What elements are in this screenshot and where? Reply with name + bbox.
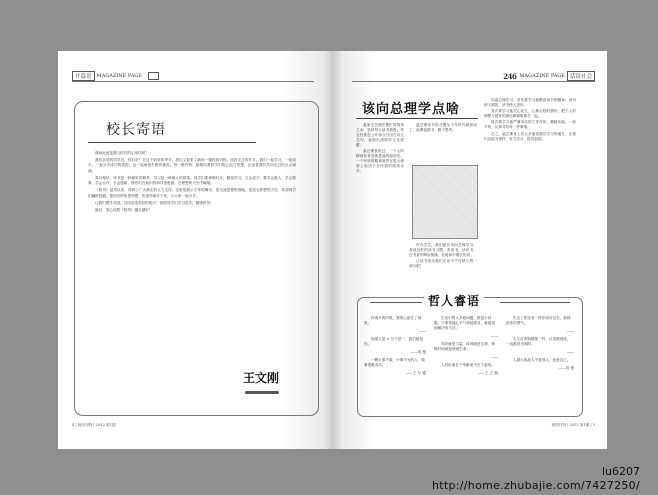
right-header-rule	[352, 81, 595, 82]
maxim-quote: 人最大的敌人不是别人，而是自己。	[513, 358, 571, 362]
maxim-quote: 知识就是力量，时间就是生命，珍惜时间就是珍惜生命。	[434, 342, 495, 351]
maxim-quote: 生活中的大多数问题，都是小问题，只要你能心平气和地面对，就能找到解决的方法。	[434, 316, 496, 330]
article-column-1	[356, 123, 404, 175]
maxim-column-3	[506, 316, 574, 374]
article-paragraph: 温家宝总理在繁忙的国务之余，坚持每天读书看报，并且经常在公开场合引用古诗文名句，表现出深厚的文化底蕴。	[356, 123, 404, 147]
maxim-column-1	[364, 316, 426, 379]
left-header-sub: MAGAZINE PAGE	[96, 73, 143, 79]
magazine-spread	[58, 51, 607, 449]
left-paragraph: 《校刊》创刊以来，得到了广大师生的大力支持。这里是展示才华的舞台，是交流思想的园地，是放飞梦想的天空。希望同学们踊跃投稿，把你们的所思所想、所见所闻写下来，与大家一起分享。	[88, 188, 296, 198]
left-footer: 4 | 校园刊物 | 2012 第1期	[72, 423, 116, 427]
header-logo: 246	[503, 71, 517, 81]
left-paragraph: 我们相信，读书是一种最好的修养，学习是一种最大的财富。同学们要珍惜时光，勤奋学习，立志成才；要学会做人，学会做事，学会合作，学会创新。愿你们在知识的海洋里遨游，在理想的天空中翱翔。	[88, 175, 296, 186]
article-paragraph: 作为学生，我们更应该向总理学习，养成良好的读书习惯，多读书，读好书，在书香中陶冶情操，在阅读中增长知识。	[409, 243, 477, 257]
left-page	[58, 51, 332, 449]
article-paragraph: 总之，温总理身上有太多值得我们学习的地方，让我们以他为榜样，努力学习，报效祖国。	[484, 131, 576, 141]
right-header-section: 话说社会	[567, 71, 595, 81]
right-header-sub: MAGAZINE PAGE	[519, 73, 565, 79]
signature: 王文刚	[243, 371, 280, 385]
maxim-title: 哲人睿语	[424, 292, 484, 309]
article-column-3	[484, 98, 576, 143]
left-paragraph: 谨表此何是我与你们的心里话吧！	[95, 151, 149, 155]
maxim-quote: 一颗大事不做，小事不为的人，做事很难成功。	[364, 358, 425, 367]
maxim-quote: 如果人是 ∞ 分子是一，我们就是你。	[364, 337, 423, 346]
article-column-2	[409, 123, 477, 269]
left-header	[72, 71, 159, 81]
maxim-author: ——王 之 涣	[477, 371, 498, 375]
left-header-rule	[72, 81, 314, 82]
maxim-rule-left	[370, 302, 422, 303]
article-paragraph: 温总理曾说过：一个人的精神发育史就是他的阅读史，一个民族的精神境界在很大程度上取决于全民族的阅读水平。	[356, 149, 404, 174]
maxim-quote: 你离开的时候，我的心留在了那里。	[364, 316, 422, 325]
maxim-author: ——王 尔 德	[405, 371, 426, 375]
right-title-rule	[356, 118, 478, 119]
letter-frame	[74, 101, 319, 416]
maxim-author: ——培 根	[410, 350, 426, 354]
maxim-author: ——	[566, 350, 574, 354]
left-article-title: 校长寄语	[106, 122, 166, 138]
maxim-author: ——	[490, 355, 498, 359]
right-page	[332, 51, 607, 449]
left-title-rule	[88, 142, 256, 143]
maxim-column-2	[434, 316, 498, 379]
header-box-icon	[148, 72, 159, 80]
maxim-quote: 失去了你还有一样东西可以在，那就是你的勇气。	[506, 316, 571, 325]
article-column-2-lower	[409, 243, 477, 270]
article-paragraph: 让读书成为我们生活中不可缺少的一部分吧！	[409, 259, 477, 269]
left-paragraph: 最后，衷心祝愿《校刊》越办越好！	[95, 207, 153, 212]
left-article-body	[88, 151, 296, 215]
maxim-quote: 人的价值在于奉献而不在于索取。	[441, 363, 495, 367]
watermark-user: lu6207	[601, 465, 640, 478]
right-header	[503, 71, 595, 81]
maxim-author: ——	[566, 329, 574, 333]
maxim-author: ——	[418, 329, 426, 333]
maxim-rule-right	[500, 302, 570, 303]
signature-flourish-icon	[245, 391, 279, 394]
maxim-quote: 人生应该如蜡烛一样，从顶燃到底，一直都是光明的。	[506, 337, 571, 346]
left-paragraph: 让我们携手共进，共同创造美好的明天！祝愿同学们学习进步，健康快乐！	[95, 200, 214, 205]
left-paragraph: 我们亲爱的同学们，你们好！在这个收获的季节，我们又迎来了新的一期校园刊物。回首走过的岁月，我们一起学习，一起成长，一起分享成功的喜悦，也一起承担失败的痛苦。每一期刊物，都凝结着同学们的心血与智慧，记录着我们共同走过的点点滴滴。	[88, 158, 296, 173]
article-paragraph: 向温总理学习，首先要学习他勤奋读书的精神。读书使人明智，读书使人进步。	[484, 98, 576, 107]
article-paragraph: 其次要学习他关心民生、心系百姓的情怀，把个人的理想与国家的命运紧紧联系在一起。	[484, 109, 576, 119]
right-footer: 校园刊物 | 2012 第1期 | 5	[551, 423, 595, 427]
maxim-author: ——	[490, 334, 498, 338]
left-header-section: 开篇语	[72, 71, 95, 81]
watermark-url: http://home.zhubajie.com/7427250/	[432, 479, 640, 492]
illustration-image	[412, 165, 478, 239]
article-paragraph: 再次要学习他严谨务实的工作作风，脚踏实地，一丝不苟，认真对待每一件事情。	[484, 120, 576, 130]
right-article-title: 该向总理学点啥	[362, 102, 461, 117]
article-paragraph: 温总理读书的习惯从少年时代就养成了，他博览群书，勤于思考。	[409, 123, 477, 132]
maxim-author: ——培 根	[558, 366, 574, 370]
